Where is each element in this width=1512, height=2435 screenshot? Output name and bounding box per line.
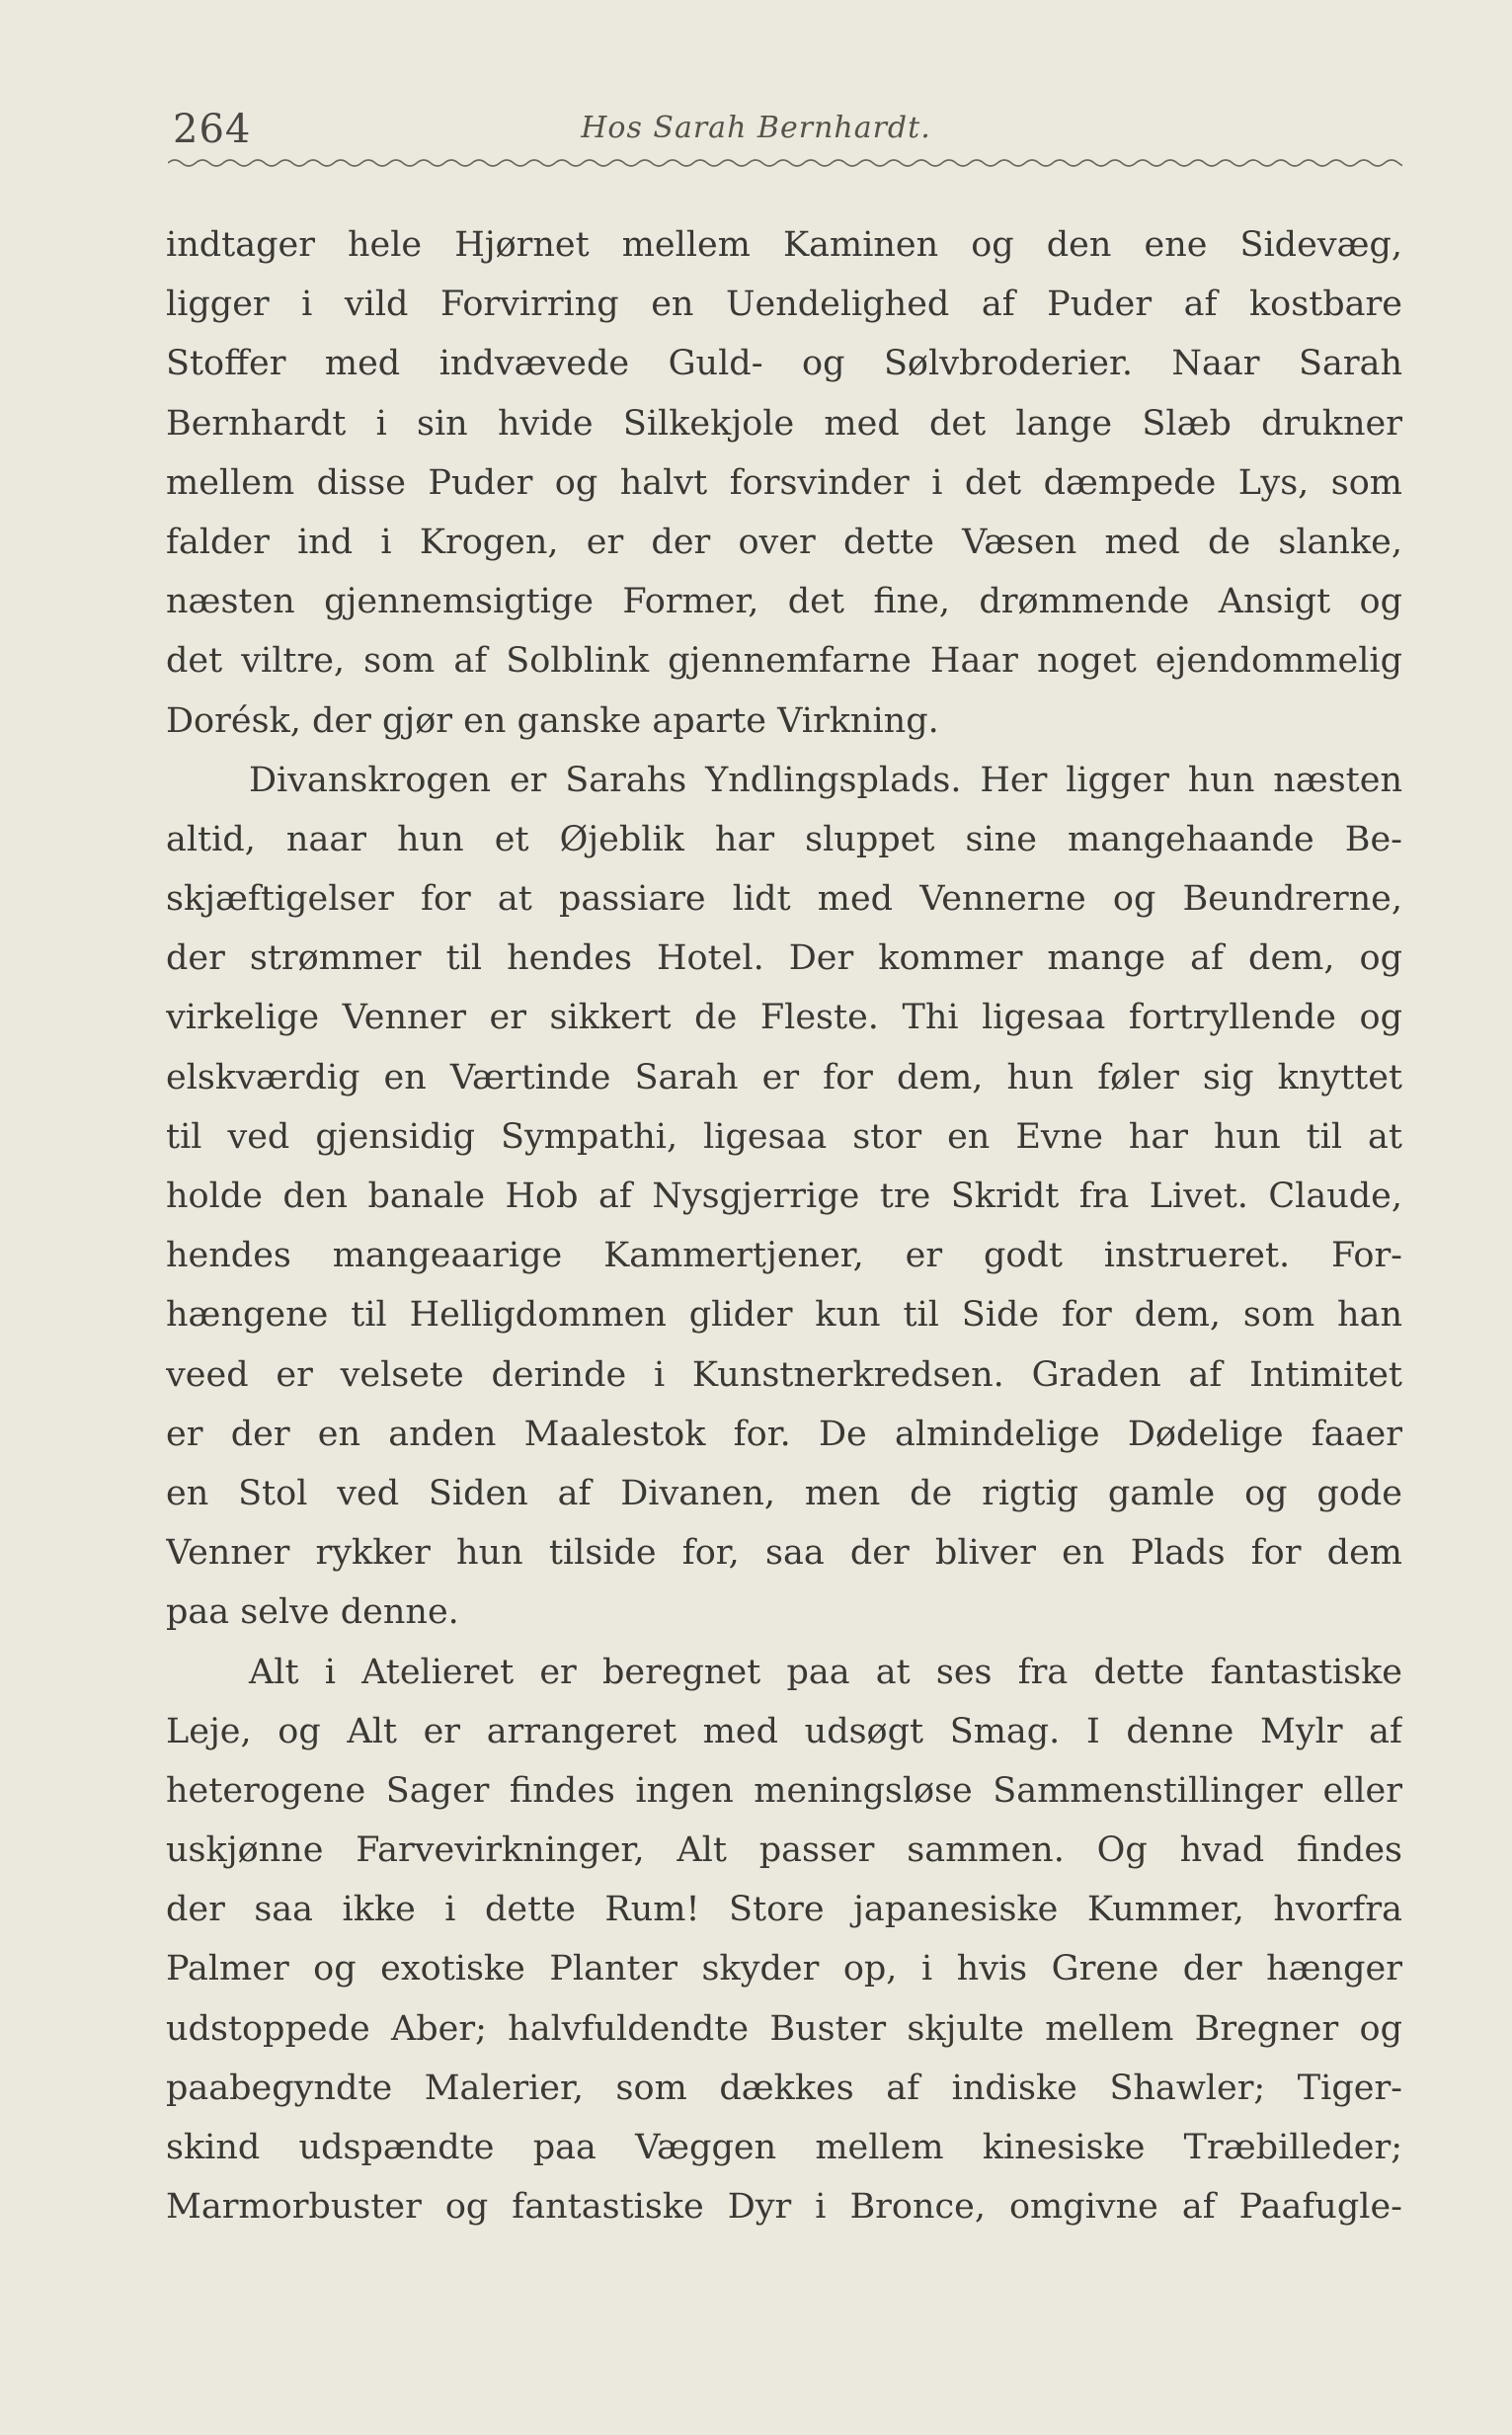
text-line: skjæftigelser for at passiare lidt med Vennerne og Beundrerne,: [166, 879, 1402, 920]
text-line: det viltre, som af Solblink gjennemfarne Haar noget ejendommelig: [166, 641, 1402, 682]
text-line: Divanskrogen er Sarahs Yndlingsplads. Her ligger hun næsten: [249, 760, 1402, 800]
text-line: der strømmer til hendes Hotel. Der kommer mange af dem, og: [166, 938, 1402, 979]
text-line: altid, naar hun et Øjeblik har sluppet sine mangehaande Be-: [166, 819, 1402, 859]
text-line: falder ind i Krogen, er der over dette Væsen med de slanke,: [166, 522, 1402, 562]
page-number: 264: [173, 107, 252, 152]
running-title: Hos Sarah Bernhardt.: [581, 111, 931, 145]
text-line: virkelige Venner er sikkert de Fleste. Thi ligesaa fortryllende og: [166, 998, 1402, 1038]
text-line: skind udspændte paa Væggen mellem kinesiske Træbilleder;: [166, 2128, 1402, 2167]
text-line: heterogene Sager findes ingen meningsløse Sammenstillinger eller: [166, 1770, 1402, 1811]
text-line: hængene til Helligdommen glider kun til Side for dem, som han: [166, 1295, 1402, 1336]
text-line: holde den banale Hob af Nysgjerrige tre Skridt fra Livet. Claude,: [166, 1177, 1402, 1216]
text-line: hendes mangeaarige Kammertjener, er godt instrueret. For-: [166, 1236, 1402, 1276]
text-line: der saa ikke i dette Rum! Store japanesiske Kummer, hvorfra: [166, 1890, 1402, 1930]
text-line: Venner rykker hun tilside for, saa der bliver en Plads for dem: [166, 1533, 1402, 1574]
text-line: Alt i Atelieret er beregnet paa at ses fra dette fantastiske: [249, 1652, 1402, 1692]
wavy-rule-ornament: [168, 155, 1402, 171]
text-line: udstoppede Aber; halvfuldendte Buster skjulte mellem Bregner og: [166, 2008, 1402, 2049]
body-text: [166, 215, 1402, 2236]
text-line: er der en anden Maalestok for. De almindelige Dødelige faaer: [166, 1414, 1402, 1454]
text-line: uskjønne Farvevirkninger, Alt passer sammen. Og hvad findes: [166, 1830, 1402, 1871]
text-line: Stoffer med indvævede Guld- og Sølvbroderier. Naar Sarah: [166, 344, 1402, 384]
text-line: til ved gjensidig Sympathi, ligesaa stor en Evne har hun til at: [166, 1116, 1402, 1157]
text-line: paabegyndte Malerier, som dækkes af indiske Shawler; Tiger-: [166, 2068, 1402, 2108]
text-line: Leje, og Alt er arrangeret med udsøgt Smag. I denne Mylr af: [166, 1711, 1402, 1751]
text-line: Palmer og exotiske Planter skyder op, i hvis Grene der hænger: [166, 1949, 1402, 1989]
text-line: veed er velsete derinde i Kunstnerkredsen. Graden af Intimitet: [166, 1354, 1402, 1395]
text-line: indtager hele Hjørnet mellem Kaminen og den ene Sidevæg,: [166, 225, 1402, 265]
text-line: Bernhardt i sin hvide Silkekjole med det lange Slæb drukner: [166, 403, 1402, 444]
text-line: mellem disse Puder og halvt forsvinder i det dæmpede Lys, som: [166, 462, 1402, 503]
text-line: en Stol ved Siden af Divanen, men de rigtig gamle og gode: [166, 1473, 1402, 1513]
text-line: ligger i vild Forvirring en Uendelighed af Puder af kostbare: [166, 284, 1402, 325]
text-line: elskværdig en Værtinde Sarah er for dem, hun føler sig knyttet: [166, 1057, 1402, 1097]
text-line: næsten gjennemsigtige Former, det fine, drømmende Ansigt og: [166, 582, 1402, 622]
text-line: Dorésk, der gjør en ganske aparte Virkning.: [166, 700, 939, 741]
text-line: Marmorbuster og fantastiske Dyr i Bronce, omgivne af Paafugle-: [166, 2187, 1402, 2228]
text-line: paa selve denne.: [166, 1592, 459, 1633]
